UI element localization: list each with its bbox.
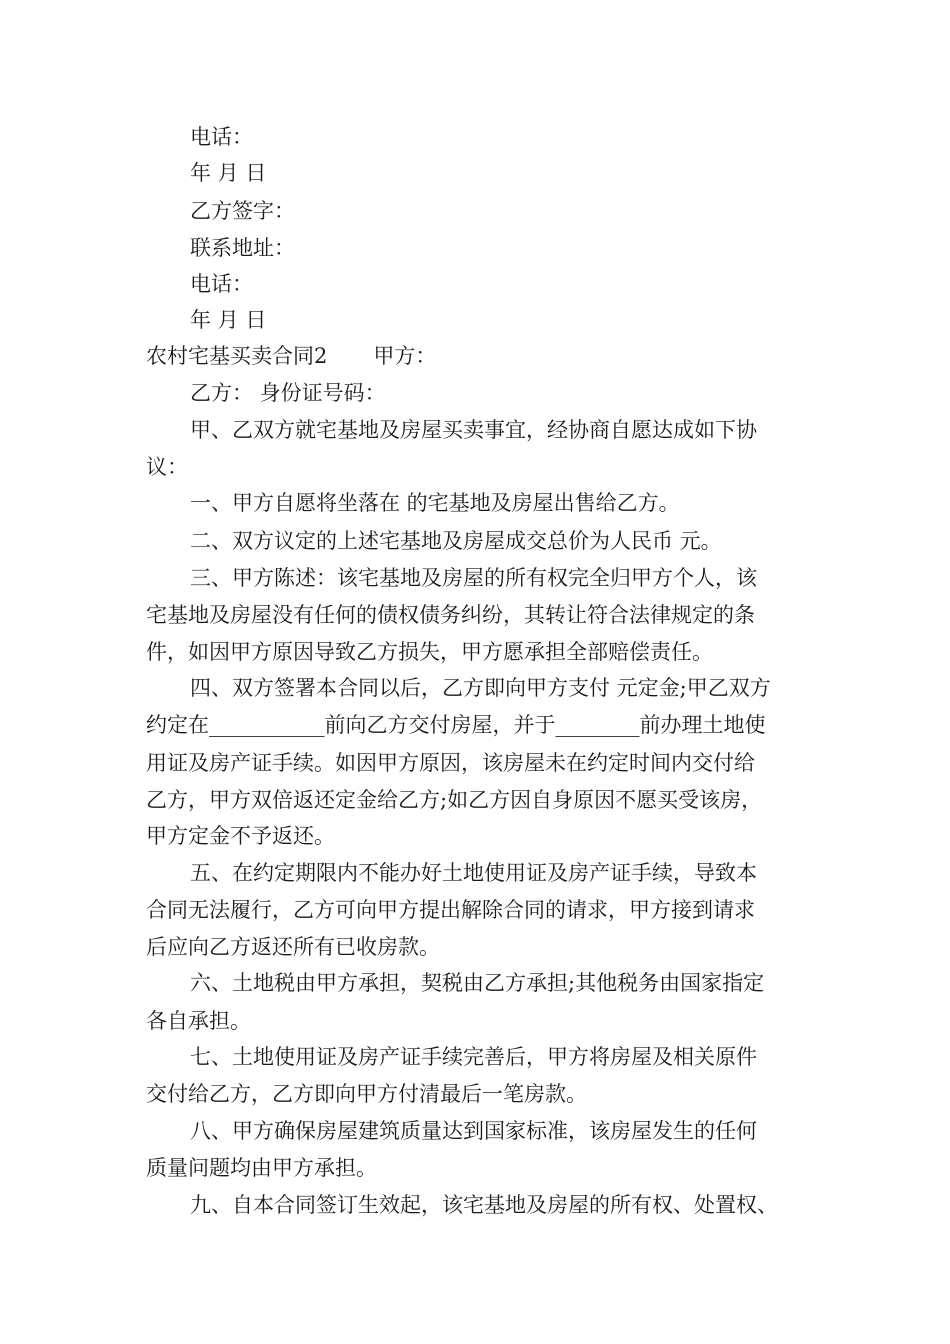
clause-5-line-3: 后应向乙方返还所有已收房款。 xyxy=(146,935,440,959)
clause-7-line-2: 交付给乙方，乙方即向甲方付清最后一笔房款。 xyxy=(146,1082,587,1106)
date-line-1: 年 月 日 xyxy=(190,161,267,185)
party-a-label: 甲方： xyxy=(373,344,437,368)
clause-7-line-1: 七、土地使用证及房产证手续完善后，甲方将房屋及相关原件 xyxy=(190,1045,757,1069)
clause-8-line-2: 质量问题均由甲方承担。 xyxy=(146,1156,377,1180)
clause-8-line-1: 八、甲方确保房屋建筑质量达到国家标准，该房屋发生的任何 xyxy=(190,1119,757,1143)
clause-5-line-2: 合同无法履行，乙方可向甲方提出解除合同的请求，甲方接到请求 xyxy=(146,898,755,922)
paragraph-intro-cont: 议： xyxy=(146,455,188,479)
contact-address-label: 联系地址： xyxy=(190,236,295,260)
clause-2: 二、双方议定的上述宅基地及房屋成交总价为人民币 元。 xyxy=(190,529,722,553)
party-b-id-line: 乙方： 身份证号码： xyxy=(190,381,386,405)
clause-3-line-3: 件，如因甲方原因导致乙方损失，甲方愿承担全部赔偿责任。 xyxy=(146,640,713,664)
paragraph-intro: 甲、乙双方就宅基地及房屋买卖事宜，经协商自愿达成如下协 xyxy=(190,418,757,442)
clause-4-line-1: 四、双方签署本合同以后，乙方即向甲方支付 元定金;甲乙双方 xyxy=(190,676,771,700)
clause-6-line-1: 六、土地税由甲方承担，契税由乙方承担;其他税务由国家指定 xyxy=(190,971,765,995)
contract-title: 农村宅基买卖合同2 xyxy=(146,344,328,368)
party-b-signature-label: 乙方签字： xyxy=(190,199,295,223)
phone-label-2: 电话： xyxy=(190,272,253,296)
phone-label-1: 电话： xyxy=(190,125,253,149)
contract-title-line xyxy=(146,341,436,371)
clause-6-line-2: 各自承担。 xyxy=(146,1009,251,1033)
clause-4-line-4: 乙方，甲方双倍返还定金给乙方;如乙方因自身原因不愿买受该房， xyxy=(146,788,763,812)
clause-3-line-1: 三、甲方陈述：该宅基地及房屋的所有权完全归甲方个人，该 xyxy=(190,566,757,590)
clause-4-line-5: 甲方定金不予返还。 xyxy=(146,824,335,848)
clause-3-line-2: 宅基地及房屋没有任何的债权债务纠纷，其转让符合法律规定的条 xyxy=(146,603,755,627)
date-line-2: 年 月 日 xyxy=(190,308,267,332)
clause-4-line-2: 约定在___________前向乙方交付房屋，并于________前办理土地使 xyxy=(146,713,766,737)
clause-4-line-3: 用证及房产证手续。如因甲方原因，该房屋未在约定时间内交付给 xyxy=(146,751,755,775)
clause-5-line-1: 五、在约定期限内不能办好土地使用证及房产证手续，导致本 xyxy=(190,861,757,885)
clause-9-line-1: 九、自本合同签订生效起，该宅基地及房屋的所有权、处置权、 xyxy=(190,1193,778,1217)
clause-1: 一、甲方自愿将坐落在 的宅基地及房屋出售给乙方。 xyxy=(190,491,680,515)
